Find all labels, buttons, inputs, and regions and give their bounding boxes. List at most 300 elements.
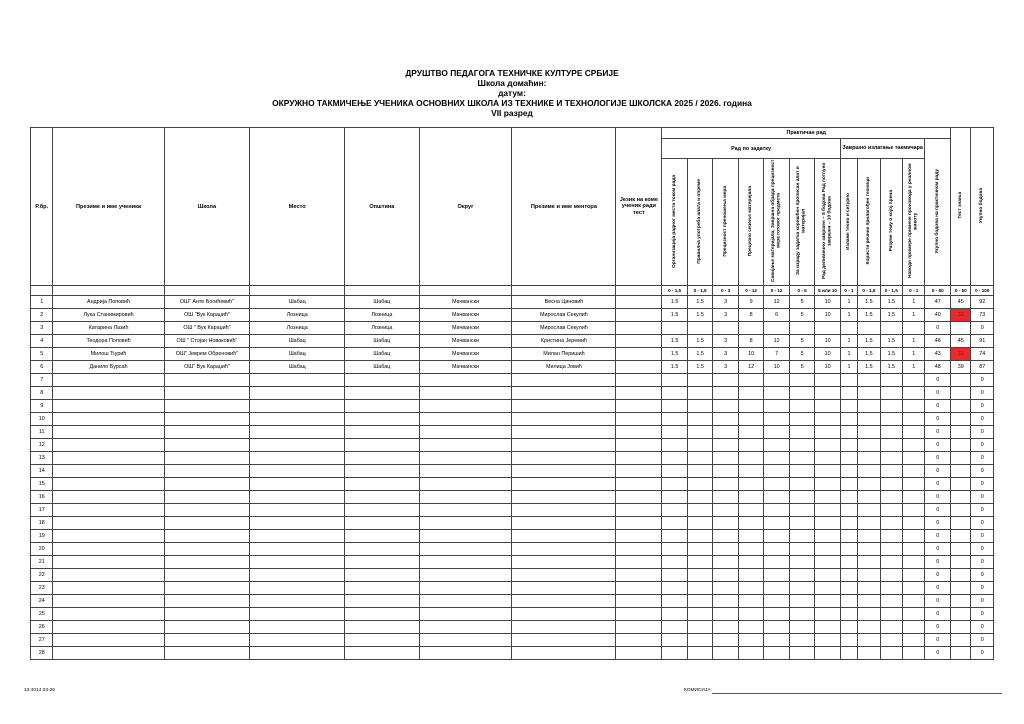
cell-empty [789, 595, 815, 608]
cell-empty [53, 634, 164, 647]
date-label: датум: [498, 88, 526, 98]
cell-test [951, 374, 971, 387]
cell-empty [662, 400, 688, 413]
cell-empty [903, 530, 925, 543]
score-range: 0 - 1,5 [880, 286, 902, 296]
cell-practical-total: 43 [925, 348, 951, 361]
cell-empty [616, 582, 662, 595]
cell-test [951, 465, 971, 478]
cell-empty [512, 556, 616, 569]
cell-district: Мачвански [419, 361, 512, 374]
table-row [31, 478, 994, 491]
cell-test [951, 582, 971, 595]
cell-score: 1 [903, 348, 925, 361]
col-place: Место [250, 128, 345, 286]
cell-rb: 25 [31, 608, 53, 621]
cell-empty [53, 595, 164, 608]
table-row [31, 361, 994, 374]
cell-empty [815, 556, 841, 569]
cell-empty [713, 465, 739, 478]
cell-empty [616, 621, 662, 634]
cell-school: ОШ " Стојан Новаковић" [164, 335, 250, 348]
cell-empty [250, 621, 345, 634]
cell-language [616, 335, 662, 348]
cell-score: 1.5 [687, 335, 713, 348]
cell-empty [345, 543, 419, 556]
cell-mentor: Весна Циновић [512, 296, 616, 309]
col-total: Укупно бодова [971, 128, 994, 286]
cell-empty [662, 413, 688, 426]
cell-score: 1.5 [662, 309, 688, 322]
cell-empty [840, 647, 857, 660]
cell-empty [789, 400, 815, 413]
cell-empty [250, 569, 345, 582]
cell-score: 1.5 [687, 361, 713, 374]
cell-empty [789, 569, 815, 582]
cell-empty [616, 426, 662, 439]
cell-score: 1.5 [662, 361, 688, 374]
col-practical-total: Укупно бодова на практичном раду [925, 139, 951, 286]
cell-empty [764, 595, 790, 608]
cell-empty [419, 374, 512, 387]
cell-rb: 14 [31, 465, 53, 478]
cell-empty [713, 452, 739, 465]
cell-empty [713, 634, 739, 647]
cell-empty [512, 387, 616, 400]
cell-empty [789, 426, 815, 439]
cell-test: 45 [951, 335, 971, 348]
cell-empty [345, 452, 419, 465]
cell-empty [738, 426, 764, 439]
cell-empty [164, 569, 250, 582]
cell-empty [616, 517, 662, 530]
cell-empty [250, 582, 345, 595]
cell-empty [616, 608, 662, 621]
cell-score: 10 [815, 348, 841, 361]
cell-total: 0 [971, 400, 994, 413]
cell-empty [687, 400, 713, 413]
cell-empty [713, 439, 739, 452]
cell-score: 7 [764, 348, 790, 361]
cell-empty [903, 595, 925, 608]
cell-empty [512, 569, 616, 582]
cell-empty [713, 374, 739, 387]
cell-score [764, 322, 790, 335]
cell-district: Мачвански [419, 322, 512, 335]
cell-empty [662, 517, 688, 530]
cell-test: 45 [951, 296, 971, 309]
cell-empty [903, 413, 925, 426]
cell-student: Катарина Лазић [53, 322, 164, 335]
cell-score: 12 [738, 361, 764, 374]
cell-empty [880, 608, 902, 621]
cell-empty [789, 530, 815, 543]
cell-place: Шабац [250, 296, 345, 309]
col-test: Тест знања [951, 128, 971, 286]
cell-score [903, 322, 925, 335]
col-task-work: Рад по задатку [662, 139, 841, 159]
table-row [31, 621, 994, 634]
range-blank [419, 286, 512, 296]
cell-empty [713, 621, 739, 634]
cell-empty [345, 634, 419, 647]
cell-test: 39 [951, 361, 971, 374]
cell-empty [616, 452, 662, 465]
org-title: ДРУШТВО ПЕДАГОГА ТЕХНИЧКЕ КУЛТУРЕ СРБИЈЕ [405, 68, 619, 78]
cell-empty [789, 504, 815, 517]
cell-practical-total: 0 [925, 530, 951, 543]
cell-score: 1 [903, 335, 925, 348]
cell-empty [815, 621, 841, 634]
cell-total: 0 [971, 530, 994, 543]
cell-empty [687, 647, 713, 660]
cell-empty [250, 452, 345, 465]
cell-empty [662, 465, 688, 478]
cell-test [951, 322, 971, 335]
cell-empty [419, 413, 512, 426]
cell-mentor: Милица Јовић [512, 361, 616, 374]
cell-empty [662, 374, 688, 387]
cell-empty [713, 556, 739, 569]
col-sub-2: Правилна употреба алата и опреме [687, 159, 713, 286]
cell-empty [53, 582, 164, 595]
cell-empty [512, 426, 616, 439]
cell-empty [616, 465, 662, 478]
cell-empty [662, 504, 688, 517]
cell-empty [250, 413, 345, 426]
cell-empty [345, 647, 419, 660]
cell-empty [815, 478, 841, 491]
col-sub-4: Прецизно сечење материјала [738, 159, 764, 286]
cell-practical-total: 0 [925, 413, 951, 426]
cell-empty [815, 595, 841, 608]
cell-empty [345, 387, 419, 400]
cell-total: 0 [971, 322, 994, 335]
cell-empty [687, 426, 713, 439]
cell-empty [858, 478, 880, 491]
cell-empty [616, 504, 662, 517]
cell-empty [858, 517, 880, 530]
score-range: 0 - 1,5 [662, 286, 688, 296]
cell-score: 1.5 [662, 335, 688, 348]
grade-label: VII разред [491, 108, 533, 118]
cell-student: Теодора Поповић [53, 335, 164, 348]
cell-empty [53, 569, 164, 582]
cell-total: 0 [971, 426, 994, 439]
cell-place: Шабац [250, 348, 345, 361]
cell-empty [815, 426, 841, 439]
cell-empty [764, 491, 790, 504]
range-blank [512, 286, 616, 296]
cell-test [951, 452, 971, 465]
cell-empty [815, 387, 841, 400]
cell-empty [345, 595, 419, 608]
cell-empty [738, 634, 764, 647]
cell-school: ОШ" Вук Караџић" [164, 361, 250, 374]
cell-empty [764, 465, 790, 478]
cell-score [858, 322, 880, 335]
cell-empty [858, 465, 880, 478]
cell-empty [903, 582, 925, 595]
table-row [31, 348, 994, 361]
cell-score: 3 [713, 296, 739, 309]
cell-municipality: Шабац [345, 348, 419, 361]
cell-empty [903, 439, 925, 452]
cell-empty [880, 452, 902, 465]
cell-empty [250, 556, 345, 569]
cell-total: 73 [971, 309, 994, 322]
table-row [31, 400, 994, 413]
cell-empty [345, 517, 419, 530]
cell-rb: 19 [31, 530, 53, 543]
cell-test [951, 595, 971, 608]
cell-empty [840, 387, 857, 400]
cell-empty [419, 504, 512, 517]
cell-empty [713, 504, 739, 517]
cell-empty [815, 647, 841, 660]
cell-practical-total: 0 [925, 595, 951, 608]
score-range: 0 - 5 [789, 286, 815, 296]
cell-empty [687, 543, 713, 556]
cell-empty [840, 478, 857, 491]
cell-empty [789, 413, 815, 426]
cell-empty [840, 556, 857, 569]
cell-rb: 2 [31, 309, 53, 322]
cell-practical-total: 0 [925, 439, 951, 452]
cell-empty [764, 556, 790, 569]
cell-empty [789, 647, 815, 660]
range-blank [31, 286, 53, 296]
cell-rb: 23 [31, 582, 53, 595]
cell-empty [903, 452, 925, 465]
cell-empty [789, 491, 815, 504]
cell-empty [840, 621, 857, 634]
table-row [31, 491, 994, 504]
cell-empty [345, 556, 419, 569]
cell-practical-total: 0 [925, 504, 951, 517]
cell-empty [764, 426, 790, 439]
cell-empty [840, 608, 857, 621]
table-row [31, 608, 994, 621]
cell-test [951, 621, 971, 634]
cell-empty [764, 608, 790, 621]
cell-practical-total: 0 [925, 647, 951, 660]
table-row [31, 582, 994, 595]
cell-empty [164, 517, 250, 530]
cell-place: Шабац [250, 361, 345, 374]
cell-empty [419, 465, 512, 478]
cell-student: Лука Станимировић [53, 309, 164, 322]
cell-empty [858, 439, 880, 452]
cell-empty [880, 465, 902, 478]
col-sub-11: Наводи примере примене производа у реалном животу [903, 159, 925, 286]
cell-empty [419, 478, 512, 491]
cell-empty [738, 478, 764, 491]
cell-score: 1.5 [880, 361, 902, 374]
cell-empty [738, 647, 764, 660]
cell-total: 0 [971, 517, 994, 530]
cell-test [951, 478, 971, 491]
cell-practical-total: 47 [925, 296, 951, 309]
cell-empty [250, 608, 345, 621]
table-header [31, 128, 994, 296]
cell-empty [764, 387, 790, 400]
table-row [31, 413, 994, 426]
cell-practical-total: 0 [925, 582, 951, 595]
cell-empty [512, 439, 616, 452]
cell-total: 0 [971, 582, 994, 595]
cell-empty [616, 647, 662, 660]
cell-score: 10 [738, 348, 764, 361]
cell-empty [764, 439, 790, 452]
cell-score: 5 [789, 309, 815, 322]
table-row [31, 569, 994, 582]
cell-empty [880, 426, 902, 439]
cell-score: 1.5 [858, 348, 880, 361]
cell-empty [738, 400, 764, 413]
col-mentor: Презиме и име ментора [512, 128, 616, 286]
cell-rb: 3 [31, 322, 53, 335]
cell-practical-total: 0 [925, 465, 951, 478]
cell-empty [419, 452, 512, 465]
cell-test [951, 517, 971, 530]
cell-district: Мачвански [419, 348, 512, 361]
score-range: 0 - 1 [903, 286, 925, 296]
cell-empty [345, 426, 419, 439]
cell-score: 1 [840, 361, 857, 374]
cell-test [951, 543, 971, 556]
cell-empty [345, 439, 419, 452]
cell-empty [662, 426, 688, 439]
cell-empty [164, 595, 250, 608]
score-range: 0 - 12 [764, 286, 790, 296]
table-row [31, 517, 994, 530]
cell-score [662, 322, 688, 335]
cell-empty [512, 478, 616, 491]
cell-total: 0 [971, 452, 994, 465]
cell-total: 0 [971, 413, 994, 426]
cell-empty [903, 465, 925, 478]
cell-score [789, 322, 815, 335]
cell-empty [164, 478, 250, 491]
cell-score: 1.5 [880, 348, 902, 361]
cell-score [815, 322, 841, 335]
cell-empty [738, 582, 764, 595]
table-row [31, 426, 994, 439]
cell-empty [662, 621, 688, 634]
cell-empty [53, 543, 164, 556]
range-blank [53, 286, 164, 296]
cell-empty [858, 452, 880, 465]
cell-empty [903, 556, 925, 569]
cell-empty [858, 608, 880, 621]
cell-empty [512, 517, 616, 530]
cell-score: 1.5 [687, 296, 713, 309]
cell-empty [815, 374, 841, 387]
cell-place: Лозница [250, 322, 345, 335]
cell-empty [164, 530, 250, 543]
cell-rb: 28 [31, 647, 53, 660]
table-body [31, 296, 994, 660]
cell-total: 0 [971, 608, 994, 621]
cell-empty [789, 556, 815, 569]
cell-practical-total: 0 [925, 322, 951, 335]
cell-empty [738, 569, 764, 582]
cell-total: 0 [971, 556, 994, 569]
cell-score [840, 322, 857, 335]
cell-empty [250, 517, 345, 530]
cell-empty [840, 634, 857, 647]
cell-empty [419, 439, 512, 452]
cell-total: 0 [971, 543, 994, 556]
cell-empty [713, 582, 739, 595]
cell-student: Милош Ђурић [53, 348, 164, 361]
cell-empty [164, 634, 250, 647]
cell-empty [345, 374, 419, 387]
cell-empty [345, 530, 419, 543]
cell-empty [662, 543, 688, 556]
cell-empty [345, 465, 419, 478]
cell-rb: 20 [31, 543, 53, 556]
table-row [31, 439, 994, 452]
cell-empty [858, 634, 880, 647]
table-row [31, 543, 994, 556]
cell-test [951, 569, 971, 582]
table-row [31, 296, 994, 309]
cell-practical-total: 0 [925, 387, 951, 400]
cell-empty [164, 465, 250, 478]
cell-empty [419, 569, 512, 582]
cell-test [951, 504, 971, 517]
cell-empty [713, 426, 739, 439]
cell-empty [53, 387, 164, 400]
cell-score: 3 [713, 348, 739, 361]
cell-empty [345, 491, 419, 504]
cell-score: 10 [815, 335, 841, 348]
cell-empty [840, 374, 857, 387]
cell-empty [738, 530, 764, 543]
cell-empty [164, 374, 250, 387]
results-table [30, 127, 994, 660]
cell-score: 1 [840, 335, 857, 348]
cell-empty [815, 634, 841, 647]
cell-empty [512, 504, 616, 517]
cell-empty [687, 504, 713, 517]
cell-municipality: Шабац [345, 296, 419, 309]
cell-empty [419, 621, 512, 634]
score-range: 0 - 3 [713, 286, 739, 296]
range-blank [616, 286, 662, 296]
cell-total: 0 [971, 647, 994, 660]
cell-empty [738, 413, 764, 426]
cell-empty [164, 504, 250, 517]
cell-score: 3 [713, 309, 739, 322]
cell-test: 33 [951, 309, 971, 322]
cell-empty [789, 517, 815, 530]
cell-empty [713, 413, 739, 426]
cell-empty [419, 608, 512, 621]
cell-empty [815, 465, 841, 478]
cell-empty [858, 647, 880, 660]
cell-score: 1 [903, 361, 925, 374]
cell-empty [903, 504, 925, 517]
cell-rb: 10 [31, 413, 53, 426]
cell-rb: 24 [31, 595, 53, 608]
cell-empty [53, 478, 164, 491]
cell-mentor: Мирослав Секулић [512, 322, 616, 335]
cell-empty [840, 426, 857, 439]
cell-empty [858, 621, 880, 634]
